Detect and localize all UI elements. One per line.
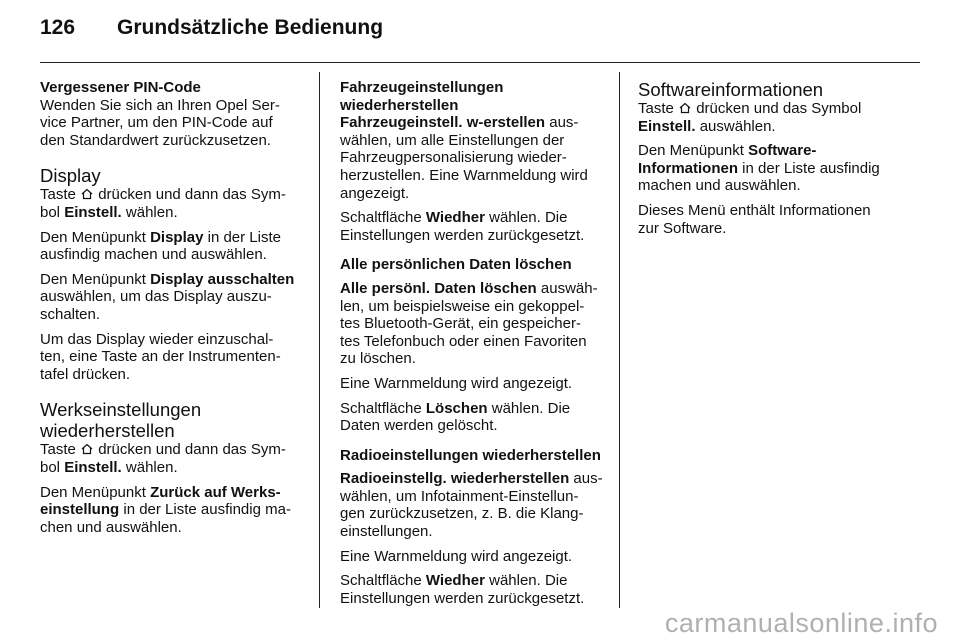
header-rule <box>40 62 920 63</box>
text-line: herzustellen. Eine Warnmeldung wird <box>340 166 588 184</box>
section-werkseinstellungen <box>40 399 300 536</box>
text: drücken und das Symbol <box>696 100 862 117</box>
section-heading: wiederherstellen <box>340 96 459 114</box>
text: wählen. <box>125 458 178 476</box>
menu-term: Fahrzeugeinstell. w-erstellen <box>340 114 546 132</box>
section-display <box>40 165 300 383</box>
paragraph <box>340 280 606 368</box>
text: Taste <box>638 100 674 117</box>
menu-term: Radioeinstellg. wiederherstellen <box>340 470 570 488</box>
text-line: ten, eine Taste an der Instrumenten- <box>40 348 281 366</box>
text: Den Menüpunkt <box>638 142 744 160</box>
section-heading: Alle persönlichen Daten löschen <box>340 256 572 274</box>
text-line: Einstellungen werden zurückgesetzt. <box>340 226 585 244</box>
text-line: Fahrzeugpersonalisierung wieder- <box>340 149 567 167</box>
text: bol <box>40 458 61 476</box>
text: bol <box>40 203 61 221</box>
menu-term: Einstell. <box>64 458 122 476</box>
text: drücken und dann das Sym- <box>98 441 286 459</box>
paragraph <box>40 441 300 476</box>
text-line: ausfindig machen und auswählen. <box>40 246 267 264</box>
menu-term: Einstell. <box>638 117 696 135</box>
text-line: den Standardwert zurückzusetzen. <box>40 131 271 149</box>
menu-term: Einstell. <box>64 203 122 221</box>
text: in der Liste ausfindig <box>742 159 880 177</box>
section-radioeinstellungen <box>340 447 606 608</box>
text: Taste <box>40 441 76 459</box>
paragraph <box>340 572 606 607</box>
menu-term: Wiedher <box>425 572 485 590</box>
menu-term: Software- <box>748 142 817 160</box>
column-3 <box>638 79 904 244</box>
text: auswählen. <box>699 117 776 135</box>
paragraph <box>40 97 300 150</box>
text-line: wählen, um alle Einstellungen der <box>340 131 565 149</box>
text: wählen. Die <box>489 209 568 227</box>
section-fahrzeugeinstellungen <box>340 79 606 244</box>
text-line: einstellungen. <box>340 523 433 541</box>
page-number: 126 <box>40 16 76 39</box>
page-title: Grundsätzliche Bedienung <box>117 16 384 39</box>
paragraph <box>340 114 606 202</box>
text: drücken und dann das Sym- <box>98 186 286 204</box>
text: wählen. <box>125 203 178 221</box>
paragraph <box>40 186 300 221</box>
text-line: zu löschen. <box>340 350 416 368</box>
section-heading: Vergessener PIN-Code <box>40 79 201 96</box>
section-heading: Radioeinstellungen wiederherstellen <box>340 446 601 464</box>
text: wählen. Die <box>489 572 568 590</box>
text-line: Wenden Sie sich an Ihren Opel Ser- <box>40 96 280 114</box>
text-line: tes Bluetooth-Gerät, ein gespeicher- <box>340 315 581 333</box>
menu-term: Display ausschalten <box>150 270 295 288</box>
text-line: Eine Warnmeldung wird angezeigt. <box>340 374 573 392</box>
text-line: Einstellungen werden zurückgesetzt. <box>340 589 585 607</box>
home-icon <box>80 187 94 201</box>
text-line: machen und auswählen. <box>638 177 801 195</box>
column-divider-1 <box>319 72 320 608</box>
text-line: auswählen, um das Display auszu- <box>40 288 272 306</box>
text-line: zur Software. <box>638 219 727 237</box>
paragraph <box>340 470 606 540</box>
text: in der Liste ausfindig ma- <box>123 501 291 519</box>
text: Schaltfläche <box>340 209 422 227</box>
paragraph <box>40 271 300 324</box>
text: auswäh- <box>540 279 598 297</box>
paragraph <box>40 484 300 537</box>
home-icon <box>80 442 94 456</box>
menu-term: Display <box>150 228 204 246</box>
paragraph <box>638 202 904 237</box>
menu-term: Wiedher <box>425 209 485 227</box>
paragraph <box>638 100 904 135</box>
section-softwareinformationen <box>638 79 904 237</box>
text-line: tafel drücken. <box>40 365 131 383</box>
text-line: angezeigt. <box>340 184 410 202</box>
text: wählen. Die <box>491 399 571 417</box>
column-divider-2 <box>619 72 620 608</box>
text-line: Eine Warnmeldung wird angezeigt. <box>340 547 573 565</box>
section-heading: Werkseinstellungen <box>40 399 202 421</box>
column-1 <box>40 79 300 543</box>
text-line: Daten werden gelöscht. <box>340 417 498 435</box>
text-line: len, um beispielsweise ein gekoppel- <box>340 297 585 315</box>
menu-term: Löschen <box>425 399 488 417</box>
text-line: vice Partner, um den PIN-Code auf <box>40 114 273 132</box>
text-line: schalten. <box>40 305 101 323</box>
text: Schaltfläche <box>340 399 422 417</box>
section-heading: Display <box>40 165 101 187</box>
text: Den Menüpunkt <box>40 228 146 246</box>
menu-term: Zurück auf Werks- <box>150 483 281 501</box>
text-line: tes Telefonbuch oder einen Favoriten <box>340 332 587 350</box>
section-heading: Fahrzeugeinstellungen <box>340 79 504 96</box>
menu-term: einstellung <box>40 501 120 519</box>
text: Taste <box>40 186 76 204</box>
text-line: gen zurückzusetzen, z. B. die Klang- <box>340 505 584 523</box>
section-persoenliche-daten <box>340 256 606 434</box>
text: Den Menüpunkt <box>40 483 146 501</box>
menu-term: Informationen <box>638 159 738 177</box>
menu-term: Alle persönl. Daten löschen <box>340 279 537 297</box>
column-2 <box>340 79 606 614</box>
text-line: wählen, um Infotainment-Einstellun- <box>340 487 579 505</box>
watermark: carmanualsonline.info <box>664 608 938 638</box>
text: Schaltfläche <box>340 572 422 590</box>
text: in der Liste <box>207 228 281 246</box>
paragraph <box>340 209 606 244</box>
section-pin <box>40 79 300 149</box>
home-icon <box>678 101 692 115</box>
text-line: Dieses Menü enthält Informationen <box>638 201 871 219</box>
page-header <box>40 16 920 48</box>
text-line: Um das Display wieder einzuschal- <box>40 330 274 348</box>
paragraph <box>340 548 606 566</box>
section-heading: wiederherstellen <box>40 420 175 442</box>
text: aus- <box>573 470 603 488</box>
text: aus- <box>549 114 579 132</box>
paragraph <box>638 142 904 195</box>
paragraph <box>40 229 300 264</box>
paragraph <box>40 331 300 384</box>
text-line: chen und auswählen. <box>40 518 182 536</box>
text: Den Menüpunkt <box>40 270 146 288</box>
paragraph <box>340 400 606 435</box>
section-heading: Softwareinformationen <box>638 79 824 100</box>
paragraph <box>340 375 606 393</box>
